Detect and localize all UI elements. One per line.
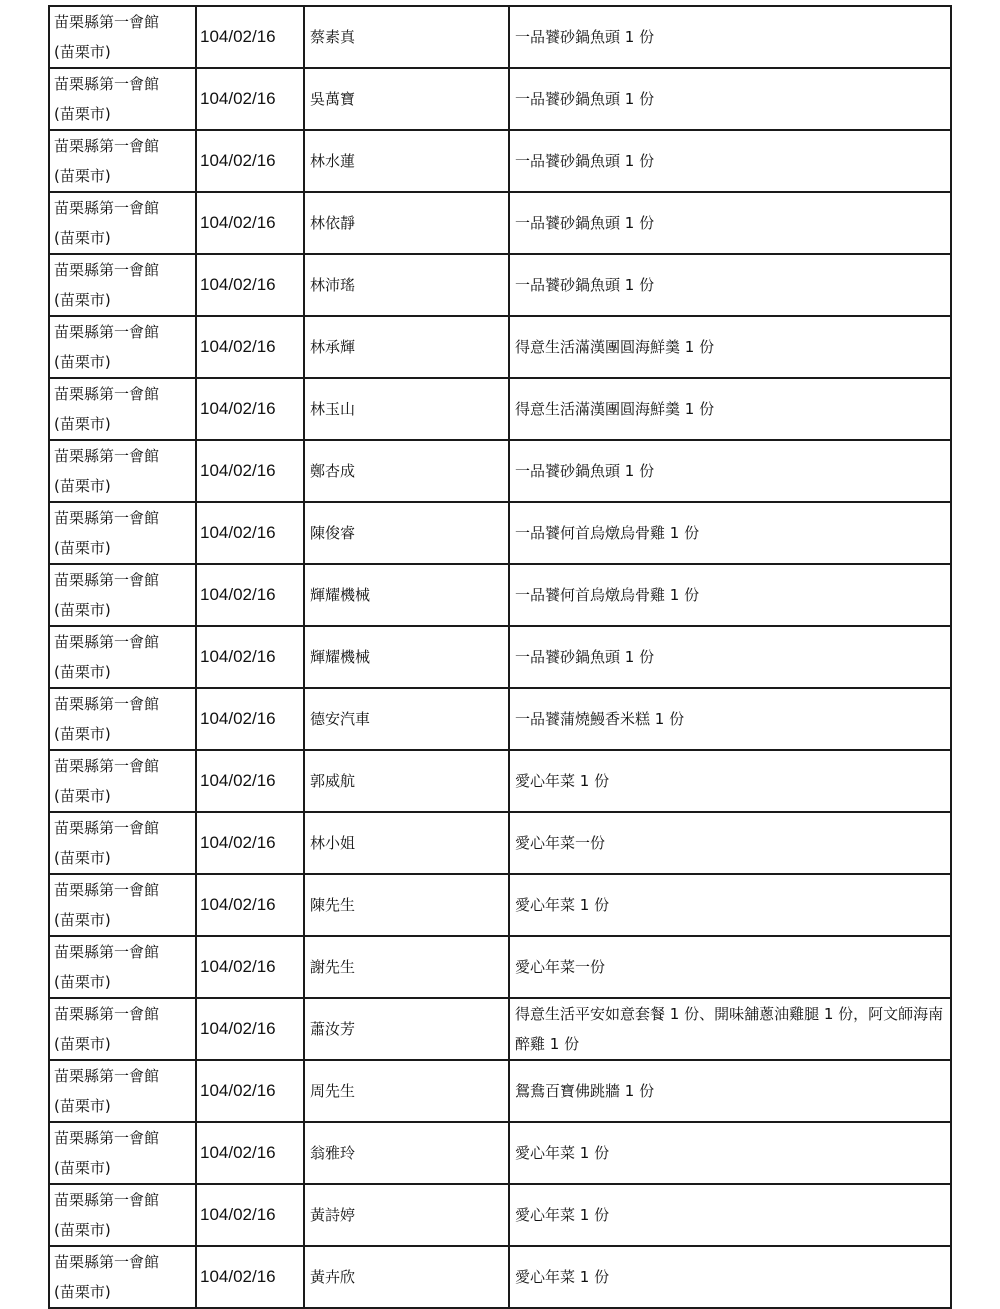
venue-city: (苗栗市) [54, 539, 111, 557]
date-cell: 104/02/16 [196, 68, 304, 130]
table-row [49, 130, 951, 192]
item-cell: 一品饕砂鍋魚頭 1 份 [509, 6, 951, 68]
venue-cell [49, 998, 196, 1060]
item-cell: 愛心年菜一份 [509, 812, 951, 874]
venue-cell [49, 68, 196, 130]
venue-name: 苗栗縣第一會館 [54, 943, 160, 961]
item-cell: 一品饕蒲燒鰻香米糕 1 份 [509, 688, 951, 750]
donation-table [48, 5, 952, 1309]
donor-cell: 蕭汝芳 [304, 998, 509, 1060]
date-cell: 104/02/16 [196, 688, 304, 750]
venue-cell [49, 1246, 196, 1308]
venue-cell [49, 688, 196, 750]
date-cell: 104/02/16 [196, 874, 304, 936]
donor-cell: 林水蓮 [304, 130, 509, 192]
venue-city: (苗栗市) [54, 1159, 111, 1177]
item-cell: 得意生活滿漢團圓海鮮羹 1 份 [509, 378, 951, 440]
table-row [49, 874, 951, 936]
item-cell: 一品饕砂鍋魚頭 1 份 [509, 440, 951, 502]
venue-cell [49, 254, 196, 316]
donor-cell: 陳俊睿 [304, 502, 509, 564]
table-row [49, 1184, 951, 1246]
date-cell: 104/02/16 [196, 130, 304, 192]
donor-cell: 林承輝 [304, 316, 509, 378]
venue-cell [49, 130, 196, 192]
venue-city: (苗栗市) [54, 353, 111, 371]
table-row [49, 936, 951, 998]
item-cell: 愛心年菜 1 份 [509, 1184, 951, 1246]
date-cell: 104/02/16 [196, 564, 304, 626]
table-row [49, 254, 951, 316]
venue-name: 苗栗縣第一會館 [54, 447, 160, 465]
table-row [49, 502, 951, 564]
venue-name: 苗栗縣第一會館 [54, 199, 160, 217]
date-cell: 104/02/16 [196, 254, 304, 316]
table-row [49, 812, 951, 874]
donor-cell: 鄭杏成 [304, 440, 509, 502]
item-cell: 鴛鴦百寶佛跳牆 1 份 [509, 1060, 951, 1122]
date-cell: 104/02/16 [196, 502, 304, 564]
donor-cell: 林小姐 [304, 812, 509, 874]
venue-name: 苗栗縣第一會館 [54, 13, 160, 31]
venue-city: (苗栗市) [54, 973, 111, 991]
venue-city: (苗栗市) [54, 43, 111, 61]
venue-cell [49, 316, 196, 378]
venue-name: 苗栗縣第一會館 [54, 819, 160, 837]
date-cell: 104/02/16 [196, 192, 304, 254]
venue-cell [49, 812, 196, 874]
donor-cell: 黃詩婷 [304, 1184, 509, 1246]
item-cell: 一品饕砂鍋魚頭 1 份 [509, 68, 951, 130]
venue-city: (苗栗市) [54, 849, 111, 867]
venue-cell [49, 750, 196, 812]
venue-name: 苗栗縣第一會館 [54, 881, 160, 899]
table-row [49, 440, 951, 502]
table-row [49, 998, 951, 1060]
venue-city: (苗栗市) [54, 663, 111, 681]
date-cell: 104/02/16 [196, 378, 304, 440]
venue-name: 苗栗縣第一會館 [54, 75, 160, 93]
date-cell: 104/02/16 [196, 316, 304, 378]
item-cell: 一品饕砂鍋魚頭 1 份 [509, 626, 951, 688]
venue-cell [49, 192, 196, 254]
venue-cell [49, 626, 196, 688]
venue-city: (苗栗市) [54, 105, 111, 123]
venue-name: 苗栗縣第一會館 [54, 1129, 160, 1147]
table-row [49, 6, 951, 68]
table-row [49, 688, 951, 750]
venue-cell [49, 1184, 196, 1246]
item-cell: 愛心年菜一份 [509, 936, 951, 998]
donor-cell: 林沛瑤 [304, 254, 509, 316]
table-row [49, 564, 951, 626]
venue-name: 苗栗縣第一會館 [54, 1191, 160, 1209]
donor-cell: 黃卉欣 [304, 1246, 509, 1308]
date-cell: 104/02/16 [196, 998, 304, 1060]
donor-cell: 翁雅玲 [304, 1122, 509, 1184]
table-row [49, 750, 951, 812]
table-row [49, 1060, 951, 1122]
donor-cell: 周先生 [304, 1060, 509, 1122]
venue-city: (苗栗市) [54, 1097, 111, 1115]
venue-cell [49, 1122, 196, 1184]
table-row [49, 316, 951, 378]
item-cell: 愛心年菜 1 份 [509, 1122, 951, 1184]
donor-cell: 吳萬寶 [304, 68, 509, 130]
venue-name: 苗栗縣第一會館 [54, 757, 160, 775]
donor-cell: 陳先生 [304, 874, 509, 936]
venue-name: 苗栗縣第一會館 [54, 1253, 160, 1271]
date-cell: 104/02/16 [196, 936, 304, 998]
donor-cell: 林玉山 [304, 378, 509, 440]
venue-name: 苗栗縣第一會館 [54, 385, 160, 403]
table-body [49, 6, 951, 1308]
date-cell: 104/02/16 [196, 440, 304, 502]
venue-name: 苗栗縣第一會館 [54, 1005, 160, 1023]
date-cell: 104/02/16 [196, 1122, 304, 1184]
venue-name: 苗栗縣第一會館 [54, 633, 160, 651]
venue-city: (苗栗市) [54, 911, 111, 929]
venue-city: (苗栗市) [54, 725, 111, 743]
table-row [49, 1246, 951, 1308]
donor-cell: 輝耀機械 [304, 564, 509, 626]
venue-city: (苗栗市) [54, 1221, 111, 1239]
donor-cell: 郭威航 [304, 750, 509, 812]
date-cell: 104/02/16 [196, 626, 304, 688]
venue-cell [49, 936, 196, 998]
venue-cell [49, 564, 196, 626]
date-cell: 104/02/16 [196, 1184, 304, 1246]
venue-cell [49, 1060, 196, 1122]
item-cell: 愛心年菜 1 份 [509, 750, 951, 812]
venue-name: 苗栗縣第一會館 [54, 695, 160, 713]
item-cell: 得意生活平安如意套餐 1 份、開味舖蔥油雞腿 1 份，阿文師海南醉雞 1 份 [509, 998, 951, 1060]
item-cell: 愛心年菜 1 份 [509, 874, 951, 936]
date-cell: 104/02/16 [196, 6, 304, 68]
donor-cell: 德安汽車 [304, 688, 509, 750]
table-row [49, 68, 951, 130]
date-cell: 104/02/16 [196, 750, 304, 812]
date-cell: 104/02/16 [196, 812, 304, 874]
venue-city: (苗栗市) [54, 229, 111, 247]
donor-cell: 林依靜 [304, 192, 509, 254]
venue-cell [49, 378, 196, 440]
venue-city: (苗栗市) [54, 1283, 111, 1301]
venue-city: (苗栗市) [54, 477, 111, 495]
venue-city: (苗栗市) [54, 167, 111, 185]
item-cell: 一品饕砂鍋魚頭 1 份 [509, 130, 951, 192]
table-row [49, 192, 951, 254]
table-row [49, 626, 951, 688]
venue-name: 苗栗縣第一會館 [54, 1067, 160, 1085]
venue-city: (苗栗市) [54, 601, 111, 619]
venue-name: 苗栗縣第一會館 [54, 509, 160, 527]
table-row [49, 378, 951, 440]
table-row [49, 1122, 951, 1184]
venue-name: 苗栗縣第一會館 [54, 571, 160, 589]
venue-city: (苗栗市) [54, 787, 111, 805]
item-cell: 一品饕何首烏燉烏骨雞 1 份 [509, 564, 951, 626]
venue-city: (苗栗市) [54, 415, 111, 433]
item-cell: 愛心年菜 1 份 [509, 1246, 951, 1308]
date-cell: 104/02/16 [196, 1060, 304, 1122]
item-cell: 得意生活滿漢團圓海鮮羹 1 份 [509, 316, 951, 378]
venue-name: 苗栗縣第一會館 [54, 323, 160, 341]
venue-city: (苗栗市) [54, 1035, 111, 1053]
donor-cell: 輝耀機械 [304, 626, 509, 688]
venue-cell [49, 874, 196, 936]
donor-cell: 蔡素真 [304, 6, 509, 68]
donor-cell: 謝先生 [304, 936, 509, 998]
venue-city: (苗栗市) [54, 291, 111, 309]
venue-cell [49, 502, 196, 564]
item-cell: 一品饕砂鍋魚頭 1 份 [509, 192, 951, 254]
venue-cell [49, 440, 196, 502]
date-cell: 104/02/16 [196, 1246, 304, 1308]
venue-name: 苗栗縣第一會館 [54, 137, 160, 155]
item-cell: 一品饕何首烏燉烏骨雞 1 份 [509, 502, 951, 564]
venue-name: 苗栗縣第一會館 [54, 261, 160, 279]
item-cell: 一品饕砂鍋魚頭 1 份 [509, 254, 951, 316]
venue-cell [49, 6, 196, 68]
